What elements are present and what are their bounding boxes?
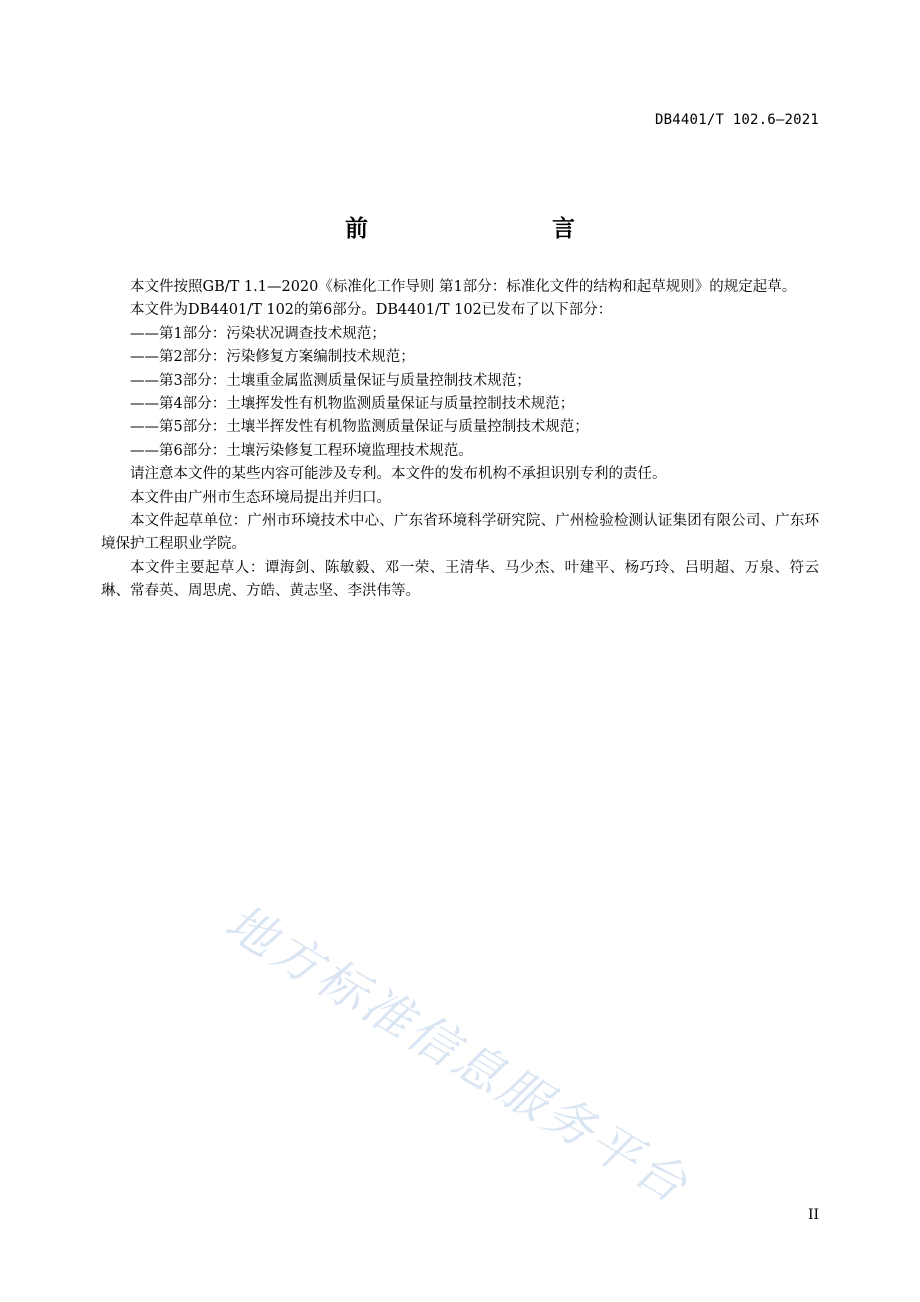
document-code: DB4401/T 102.6—2021 bbox=[655, 112, 819, 128]
paragraph-drafting-basis: 本文件按照GB/T 1.1—2020《标准化工作导则 第1部分：标准化文件的结构和起草规则》的规定起草。 bbox=[130, 279, 797, 295]
watermark-text: 地方标准信息服务平台 bbox=[215, 893, 700, 1216]
page-title: 前 言 bbox=[345, 216, 621, 242]
list-item-part-4: ——第4部分：土壤挥发性有机物监测质量保证与质量控制技术规范； bbox=[130, 396, 575, 413]
foreword-body bbox=[101, 276, 819, 604]
list-item-part-2: ——第2部分：污染修复方案编制技术规范； bbox=[130, 349, 415, 366]
paragraph-drafters: 本文件主要起草人：谭海剑、陈敏毅、邓一荣、王清华、马少杰、叶建平、杨巧玲、吕明超、万泉、符云琳、常春英、周思虎、方皓、黄志坚、李洪伟等。 bbox=[101, 559, 819, 600]
page-number: II bbox=[807, 1207, 819, 1223]
paragraph-proposer: 本文件由广州市生态环境局提出并归口。 bbox=[130, 489, 391, 506]
paragraph-drafting-units: 本文件起草单位：广州市环境技术中心、广东省环境科学研究院、广州检验检测认证集团有限公司、广东环境保护工程职业学院。 bbox=[101, 513, 819, 553]
list-item-part-5: ——第5部分：土壤半挥发性有机物监测质量保证与质量控制技术规范； bbox=[130, 419, 589, 436]
paragraph-parts-intro: 本文件为DB4401/T 102的第6部分。DB4401/T 102已发布了以下部分： bbox=[130, 302, 613, 319]
list-item-part-1: ——第1部分：污染状况调查技术规范； bbox=[130, 325, 386, 342]
list-item-part-3: ——第3部分：土壤重金属监测质量保证与质量控制技术规范； bbox=[130, 372, 531, 389]
list-item-part-6: ——第6部分：土壤污染修复工程环境监理技术规范。 bbox=[130, 442, 473, 459]
paragraph-patent-notice: 请注意本文件的某些内容可能涉及专利。本文件的发布机构不承担识别专利的责任。 bbox=[130, 466, 667, 483]
